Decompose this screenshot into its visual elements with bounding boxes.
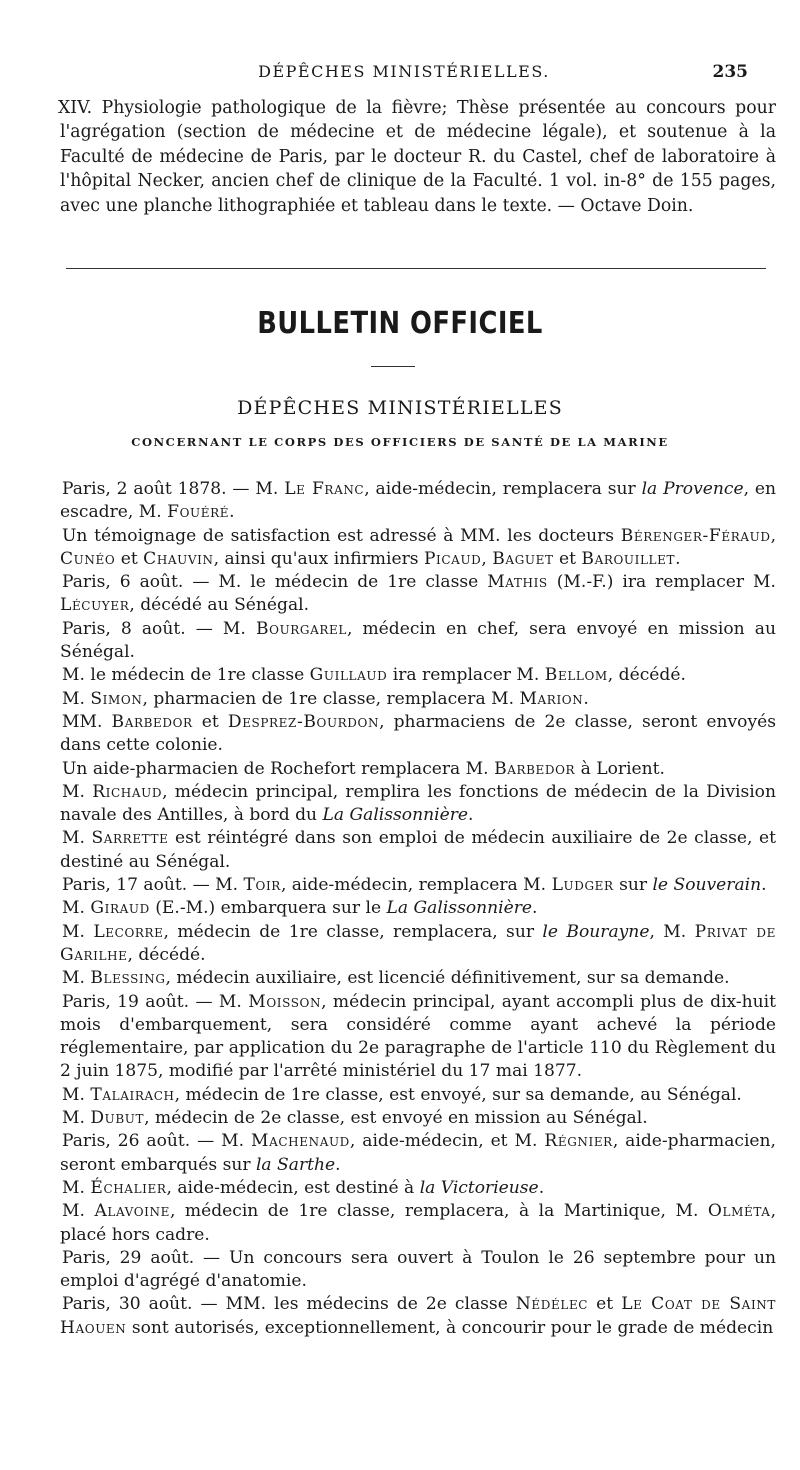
entry-text: , aide-pharmacien, seront embarqués sur [60,1131,776,1175]
entry-text: et [192,711,228,732]
entry-text: et [553,548,582,569]
person-name: Nédélec [515,1294,589,1315]
entry-text: , médecin de 1re classe, remplacera, à la Martinique, M. [169,1201,708,1222]
dispatch-entry [60,1293,776,1340]
person-name: Baguet [492,548,554,569]
person-name: Bourgarel [255,618,347,639]
entry-text: sur [613,875,653,896]
entry-text: . [583,688,589,709]
entry-text: Paris, 17 août. — M. [62,875,244,896]
entry-text: , aide-médecin, et M. [349,1131,545,1152]
entry-text: M. [62,1084,91,1105]
entry-text: , médecin auxiliaire, est licencié définitivement, sur sa demande. [165,968,730,989]
section-subtitle: CONCERNANT LE CORPS DES OFFICIERS DE SANTÉ DE LA MARINE [131,435,669,449]
dispatch-entry [60,1177,776,1200]
person-name: Lecorre [93,921,164,942]
person-name: Toir [243,875,281,896]
entry-text: . [538,1177,545,1198]
dispatch-entry [60,1130,776,1177]
entry-text: , médecin principal, remplira les fonctions de médecin de la Division navale des Antilles, à bord du [60,781,776,826]
person-name: Bellom [544,665,608,686]
dispatch-entries [60,478,776,1340]
entry-text: , médecin de 2e classe, est envoyé en mission au Sénégal. [144,1108,648,1129]
section-divider [66,268,766,269]
ship-name: le Bourayne [542,921,650,942]
entry-text: Paris, 29 août. — Un concours sera ouvert à Toulon le 26 septembre pour un emploi d'agrégé d'anatomie. [60,1247,776,1292]
person-name: Giraud [90,898,150,919]
dispatch-entry [60,525,776,572]
dispatch-entry [60,711,776,758]
person-name: Mathis [487,572,548,593]
dispatch-entry [60,664,776,687]
person-name: Échalier [90,1177,167,1198]
entry-text: Un témoignage de satisfaction est adressé à MM. les docteurs [62,525,621,546]
person-name: Le Franc [284,479,365,499]
previous-entry-paragraph: XIV. Physiologie pathologique de la fièvre; Thèse présentée au concours pour l'agrégation (section de médecine et de médecine légale), et soutenue à la Faculté de médecine de Paris, par le docteur R. du Castel, chef de laboratoire à l'hôpital Necker, ancien chef de clinique de la Faculté. 1 vol. in-8° de 155 pages, avec une planche lithographiée et tableau dans le texte. — Octave Doin. [58,98,776,216]
entry-text: , médecin de 1re classe, est envoyé, sur sa demande, au Sénégal. [174,1084,742,1105]
dispatch-entry [60,874,776,897]
ship-name: La Galissonnière [386,898,533,919]
running-title: DÉPÊCHES MINISTÉRIELLES. [258,62,550,81]
person-name: Fouéré [167,502,230,523]
entry-text: . [335,1154,341,1175]
person-name: Moisson [248,991,322,1012]
entry-text: , [770,525,776,546]
person-name: Barouillet [581,548,676,569]
person-name: Bérenger-Féraud [620,525,771,546]
ship-name: La Galissonnière [322,805,468,826]
entry-text: et [115,548,144,569]
person-name: Cunéo [60,548,116,569]
entry-text: et [588,1294,622,1315]
entry-text: . [532,898,538,919]
person-name: Ludger [551,875,614,896]
entry-text: M. [62,1201,95,1222]
entry-text: (E.-M.) embarquera sur le [149,898,387,919]
entry-text: . [467,805,474,826]
entry-text: , [481,548,493,569]
entry-text: , décédé au Sénégal. [129,595,310,616]
dispatch-entry [60,571,776,618]
entry-text: . [761,875,767,896]
ship-name: la Victorieuse [419,1177,539,1198]
entry-text: , médecin principal, ayant accompli plus de dix-huit mois d'embarquement, sera considéré comme ayant achevé la période réglementaire, par application du 2e paragraphe de l'article 110 du Règlement du 2 juin 1875, modifié par l'arrêté ministériel du 17 mai 1877. [60,991,777,1082]
person-name: Picaud [423,548,482,569]
dispatch-entry [60,991,776,1084]
entry-text: . [675,548,681,569]
entry-text: M. le médecin de 1re classe [62,665,310,686]
entry-text: , aide-médecin, remplacera M. [280,875,552,896]
entry-text: Paris, 26 août. — M. [62,1131,252,1152]
dispatch-entry [60,478,776,525]
entry-text: , en escadre, M. [60,479,776,523]
dispatch-entry [60,967,776,990]
previous-entry [60,96,776,218]
dispatch-entry [60,1200,776,1247]
person-name: Sarrette [91,828,169,849]
person-name: Dubut [90,1108,145,1129]
entry-text: M. [62,1177,91,1198]
person-name: Simon [90,688,143,709]
person-name: Richaud [92,781,163,802]
dispatch-entry [60,1247,776,1294]
entry-text: est réintégré dans son emploi de médecin auxiliaire de 2e classe, et destiné au Sénégal. [60,828,776,872]
person-name: Guillaud [309,665,388,686]
bulletin-title: BULLETIN OFFICIEL [257,306,543,341]
section-title: DÉPÊCHES MINISTÉRIELLES [237,397,563,419]
running-header [60,62,748,88]
dispatch-entry [60,827,776,874]
entry-text: , décédé. [127,944,206,965]
entry-text: M. [62,1108,91,1129]
dispatch-entry [60,897,776,920]
person-name: Privat de Garilhe [60,921,776,965]
dispatch-entry [60,1084,776,1107]
person-name: Machenaud [251,1131,350,1152]
dispatch-entry [60,921,776,968]
entry-text: Paris, 19 août. — M. [62,991,249,1012]
entry-text: M. [62,781,93,802]
entry-text: Paris, 30 août. — MM. les médecins de 2e classe [62,1294,516,1315]
page-number: 235 [712,62,748,82]
dispatch-entry [60,618,776,665]
entry-text: , médecin en chef, sera envoyé en mission au Sénégal. [60,618,776,663]
entry-text: . [229,502,235,523]
entry-text: à Lorient. [575,758,665,779]
dispatch-entry [60,1107,776,1130]
entry-text: Paris, 6 août. — M. le médecin de 1re classe [62,572,488,593]
entry-text: ira remplacer M. [387,665,545,686]
entry-text: , ainsi qu'aux infirmiers [213,548,424,569]
ship-name: le Souverain [652,875,762,896]
person-name: Régnier [544,1131,613,1152]
ship-name: la Provence [641,479,744,499]
entry-text: , pharmacien de 1re classe, remplacera M. [142,688,520,709]
person-name: Blessing [90,968,166,989]
entry-text: Un aide-pharmacien de Rochefort remplacera M. [62,758,495,779]
person-name: Barbedor [494,758,576,779]
entry-text: M. [62,968,91,989]
entry-text: M. [62,921,94,942]
person-name: Talairach [90,1084,175,1105]
entry-text: sont autorisés, exceptionnellement, à concourir pour le grade de médecin [126,1317,774,1338]
dispatch-entry [60,781,776,828]
entry-text: , aide-médecin, est destiné à [166,1177,420,1198]
dispatch-entry [60,688,776,711]
dispatch-entry [60,758,776,781]
person-name: Barbedor [111,711,193,732]
person-name: Alavoine [94,1201,170,1222]
entry-text: , placé hors cadre. [60,1201,777,1245]
person-name: Le Coat de Saint Haouen [60,1294,776,1338]
entry-text: M. [62,828,92,849]
title-underline [371,366,415,367]
person-name: Marion [519,688,584,709]
entry-text: Paris, 2 août 1878. — M. [62,479,285,499]
entry-text: MM. [62,711,112,732]
entry-text: Paris, 8 août. — M. [62,618,256,639]
entry-text: M. [62,898,91,919]
person-name: Olméta [707,1201,771,1222]
person-name: Lécuyer [60,595,130,616]
entry-text: , décédé. [607,665,686,686]
entry-text: , pharmaciens de 2e classe, seront envoyés dans cette colonie. [60,711,776,756]
entry-text: , M. [649,921,695,942]
ship-name: la Sarthe [255,1154,336,1175]
entry-text: M. [62,688,91,709]
entry-text: , aide-médecin, remplacera sur [364,479,642,499]
person-name: Chauvin [143,548,214,569]
entry-text: (M.-F.) ira remplacer M. [547,572,776,593]
person-name: Desprez-Bourdon [227,711,380,732]
entry-text: , médecin de 1re classe, remplacera, sur [163,921,543,942]
